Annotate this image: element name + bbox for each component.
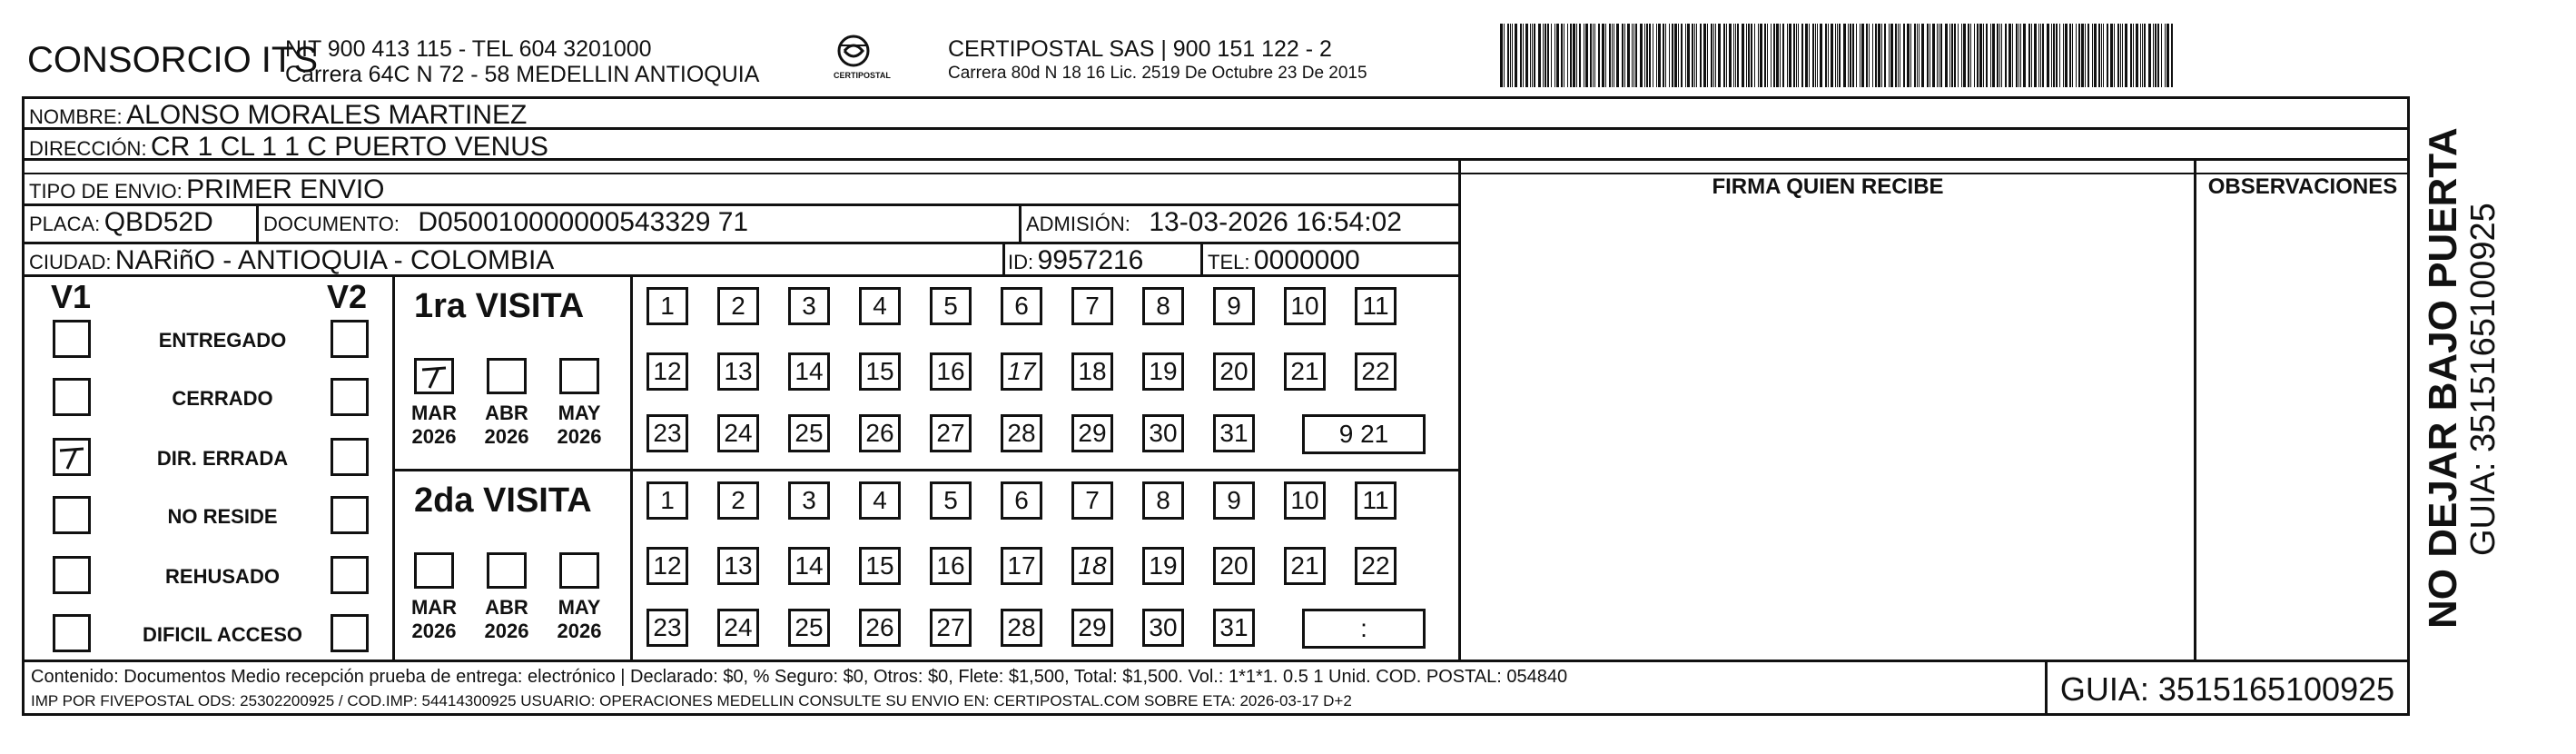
day-box[interactable]	[1071, 609, 1113, 647]
day-number: 14	[795, 551, 824, 580]
day-box[interactable]	[717, 352, 759, 391]
documento-label: DOCUMENTO:	[263, 213, 400, 235]
day-box[interactable]	[1284, 481, 1326, 520]
month-label: MAR	[410, 596, 458, 619]
v2-checkbox[interactable]	[331, 496, 369, 534]
check-mark-icon	[56, 443, 87, 471]
tipo-value: PRIMER ENVIO	[186, 174, 385, 204]
v1-label: V1	[51, 278, 92, 315]
day-number: 5	[943, 486, 958, 514]
v2-checkbox[interactable]	[331, 320, 369, 358]
imp-line: IMP POR FIVEPOSTAL ODS: 25302200925 / COD.IMP: 54414300925 USUARIO: OPERACIONES MEDELLIN CONSULTE SU ENVIO EN: CERTIPOSTAL.COM SOBRE ETA: 2026-03-17 D+2	[31, 692, 1352, 709]
day-box[interactable]	[930, 352, 972, 391]
day-number: 16	[936, 551, 965, 580]
month-label: MAY	[558, 402, 601, 424]
day-box[interactable]	[930, 414, 972, 452]
certipostal-line: CERTIPOSTAL SAS | 900 151 122 - 2	[948, 36, 1332, 62]
day-number: 9	[1227, 292, 1241, 320]
day-box[interactable]	[1071, 352, 1113, 391]
v2-checkbox[interactable]	[331, 614, 369, 652]
day-number: 29	[1078, 419, 1107, 447]
check-mark-icon	[419, 362, 449, 390]
tel-value: 0000000	[1253, 245, 1360, 275]
day-box[interactable]	[788, 287, 830, 325]
month-label: MAR	[410, 402, 458, 424]
day-box[interactable]	[1213, 609, 1255, 647]
day-number: 13	[724, 551, 753, 580]
day-number: 19	[1149, 357, 1178, 385]
month-label: ABR	[485, 596, 528, 619]
day-box[interactable]	[1001, 414, 1042, 452]
month-checkbox[interactable]	[559, 552, 599, 589]
status-label: REHUSADO	[165, 565, 280, 588]
day-number: 1	[660, 292, 675, 320]
id-value: 9957216	[1037, 245, 1144, 275]
year-label: 2026	[484, 620, 529, 642]
status-label: DIR. ERRADA	[156, 447, 289, 470]
day-box[interactable]	[1213, 414, 1255, 452]
day-number: 28	[1007, 419, 1036, 447]
month-label: MAY	[558, 596, 601, 619]
day-box[interactable]	[1001, 287, 1042, 325]
day-box[interactable]	[859, 481, 901, 520]
v1-checkbox[interactable]	[53, 438, 91, 476]
day-number: 6	[1014, 292, 1029, 320]
visit-title: 1ra VISITA	[414, 287, 585, 325]
nit-line: NIT 900 413 115 - TEL 604 3201000	[285, 36, 652, 62]
v1-checkbox[interactable]	[53, 556, 91, 594]
month-label: ABR	[485, 402, 528, 424]
hour-value: 9 21	[1338, 420, 1389, 448]
day-box[interactable]	[646, 414, 688, 452]
day-number: 12	[653, 357, 682, 385]
day-number: 20	[1219, 551, 1249, 580]
barcode	[1500, 24, 2176, 87]
ciudad-value: NARiñO - ANTIOQUIA - COLOMBIA	[114, 245, 555, 275]
month-checkbox[interactable]	[414, 358, 454, 394]
day-box[interactable]	[717, 609, 759, 647]
day-box[interactable]	[1001, 547, 1042, 585]
year-label: 2026	[411, 620, 457, 642]
day-box[interactable]	[788, 481, 830, 520]
day-box[interactable]	[788, 547, 830, 585]
direccion-label: DIRECCIÓN:	[29, 137, 147, 160]
day-box[interactable]	[1001, 609, 1042, 647]
day-number: 6	[1014, 486, 1029, 514]
firma-header: FIRMA QUIEN RECIBE	[1712, 174, 1944, 199]
day-box[interactable]	[646, 352, 688, 391]
day-number: 26	[865, 419, 894, 447]
month-checkbox[interactable]	[487, 552, 527, 589]
tel-label: TEL:	[1208, 251, 1250, 273]
hour-field[interactable]	[1302, 414, 1426, 454]
certipostal-logo	[817, 31, 890, 87]
side-warning: NO DEJAR BAJO PUERTA	[2421, 127, 2465, 629]
nombre-label: NOMBRE:	[29, 105, 123, 128]
day-number: 21	[1290, 551, 1319, 580]
day-number: 1	[660, 486, 675, 514]
month-checkbox[interactable]	[487, 358, 527, 394]
v1-checkbox[interactable]	[53, 614, 91, 652]
day-number: 4	[873, 292, 887, 320]
admision-value: 13-03-2026 16:54:02	[1149, 207, 1402, 237]
day-box[interactable]	[717, 547, 759, 585]
hour-value: :	[1360, 614, 1367, 642]
visit-title: 2da VISITA	[414, 481, 592, 520]
day-box[interactable]	[1355, 287, 1397, 325]
year-label: 2026	[411, 425, 457, 448]
day-box[interactable]	[1355, 547, 1397, 585]
day-box[interactable]	[859, 547, 901, 585]
day-number: 12	[653, 551, 682, 580]
day-box[interactable]	[1213, 547, 1255, 585]
day-box[interactable]	[1071, 481, 1113, 520]
id-label: ID:	[1008, 251, 1034, 273]
day-box[interactable]	[717, 481, 759, 520]
day-box[interactable]	[788, 609, 830, 647]
day-number: 13	[724, 357, 753, 385]
day-box[interactable]	[646, 547, 688, 585]
day-number: 17	[1007, 357, 1036, 385]
day-number: 11	[1362, 486, 1389, 514]
day-box[interactable]	[930, 481, 972, 520]
day-number: 25	[795, 419, 824, 447]
day-box[interactable]	[646, 609, 688, 647]
day-number: 2	[731, 292, 745, 320]
v2-checkbox[interactable]	[331, 556, 369, 594]
day-box[interactable]	[1284, 352, 1326, 391]
logo-text: CERTIPOSTAL	[834, 71, 891, 80]
day-box[interactable]	[1142, 414, 1184, 452]
day-number: 11	[1362, 292, 1389, 320]
day-number: 24	[724, 419, 753, 447]
day-number: 15	[865, 357, 894, 385]
day-box[interactable]	[1213, 352, 1255, 391]
day-number: 15	[865, 551, 894, 580]
day-number: 3	[802, 292, 816, 320]
day-box[interactable]	[859, 352, 901, 391]
day-number: 20	[1219, 357, 1249, 385]
day-number: 30	[1149, 613, 1178, 641]
day-number: 23	[653, 419, 682, 447]
day-number: 18	[1078, 551, 1107, 580]
day-box[interactable]	[1001, 352, 1042, 391]
day-number: 10	[1290, 486, 1319, 514]
day-box[interactable]	[1142, 481, 1184, 520]
year-label: 2026	[557, 425, 602, 448]
day-number: 22	[1361, 357, 1390, 385]
contenido-line: Contenido: Documentos Medio recepción prueba de entrega: electrónico | Declarado: $0, % Seguro: $0, Otros: $0, Flete: $1,500, Total: $1,500. Vol.: 1*1*1. 0.5 1 Unid. COD. POSTAL: 054840	[31, 667, 1568, 687]
day-number: 29	[1078, 613, 1107, 641]
day-box[interactable]	[1142, 287, 1184, 325]
day-number: 31	[1219, 419, 1249, 447]
status-label: ENTREGADO	[158, 329, 287, 352]
day-number: 27	[936, 419, 965, 447]
hour-field[interactable]	[1302, 609, 1426, 649]
day-number: 7	[1085, 486, 1100, 514]
day-box[interactable]	[1001, 481, 1042, 520]
day-box[interactable]	[859, 609, 901, 647]
day-number: 3	[802, 486, 816, 514]
footer-guia: GUIA: 3515165100925	[2059, 670, 2395, 708]
v1-checkbox[interactable]	[53, 320, 91, 358]
day-box[interactable]	[788, 414, 830, 452]
direccion-value: CR 1 CL 1 1 C PUERTO VENUS	[151, 132, 548, 162]
day-box[interactable]	[1355, 352, 1397, 391]
nombre-value: ALONSO MORALES MARTINEZ	[126, 100, 528, 130]
day-box[interactable]	[930, 609, 972, 647]
day-box[interactable]	[1284, 547, 1326, 585]
day-number: 28	[1007, 613, 1036, 641]
day-number: 2	[731, 486, 745, 514]
day-number: 10	[1290, 292, 1319, 320]
day-number: 19	[1149, 551, 1178, 580]
day-box[interactable]	[717, 414, 759, 452]
day-box[interactable]	[788, 352, 830, 391]
day-number: 17	[1007, 551, 1036, 580]
day-number: 8	[1156, 486, 1170, 514]
day-box[interactable]	[1071, 414, 1113, 452]
day-number: 9	[1227, 486, 1241, 514]
v2-label: V2	[327, 278, 368, 315]
day-box[interactable]	[859, 414, 901, 452]
company-name: CONSORCIO ITS	[27, 40, 319, 80]
day-number: 22	[1361, 551, 1390, 580]
day-box[interactable]	[1355, 481, 1397, 520]
v1-checkbox[interactable]	[53, 496, 91, 534]
day-box[interactable]	[1142, 609, 1184, 647]
status-label: DIFICIL ACCESO	[142, 623, 302, 646]
day-number: 24	[724, 613, 753, 641]
side-guia: GUIA: 3515165100925	[2464, 203, 2502, 556]
tipo-label: TIPO DE ENVIO:	[29, 180, 183, 203]
observaciones-header: OBSERVACIONES	[2207, 174, 2398, 199]
day-box[interactable]	[930, 287, 972, 325]
day-number: 30	[1149, 419, 1178, 447]
day-box[interactable]	[1071, 547, 1113, 585]
day-number: 4	[873, 486, 887, 514]
license-line: Carrera 80d N 18 16 Lic. 2519 De Octubre 23 De 2015	[948, 64, 1367, 83]
status-label: NO RESIDE	[167, 505, 278, 528]
day-box[interactable]	[1284, 287, 1326, 325]
ciudad-label: CIUDAD:	[29, 251, 112, 273]
placa-label: PLACA:	[29, 213, 101, 235]
day-number: 5	[943, 292, 958, 320]
day-box[interactable]	[1213, 287, 1255, 325]
day-box[interactable]	[1142, 352, 1184, 391]
day-number: 14	[795, 357, 824, 385]
day-box[interactable]	[646, 481, 688, 520]
v2-checkbox[interactable]	[331, 378, 369, 416]
v2-checkbox[interactable]	[331, 438, 369, 476]
month-checkbox[interactable]	[559, 358, 599, 394]
day-number: 31	[1219, 613, 1249, 641]
day-number: 7	[1085, 292, 1100, 320]
day-box[interactable]	[1213, 481, 1255, 520]
day-number: 25	[795, 613, 824, 641]
day-number: 23	[653, 613, 682, 641]
documento-value: D050010000000543329 71	[418, 207, 749, 237]
day-box[interactable]	[717, 287, 759, 325]
day-number: 21	[1290, 357, 1319, 385]
year-label: 2026	[557, 620, 602, 642]
month-checkbox[interactable]	[414, 552, 454, 589]
status-label: CERRADO	[172, 387, 273, 410]
day-box[interactable]	[646, 287, 688, 325]
admision-label: ADMISIÓN:	[1026, 213, 1130, 235]
day-number: 18	[1078, 357, 1107, 385]
day-box[interactable]	[930, 547, 972, 585]
day-number: 8	[1156, 292, 1170, 320]
day-number: 16	[936, 357, 965, 385]
day-box[interactable]	[859, 287, 901, 325]
address-line: Carrera 64C N 72 - 58 MEDELLIN ANTIOQUIA	[285, 62, 760, 87]
day-box[interactable]	[1071, 287, 1113, 325]
day-number: 27	[936, 613, 965, 641]
placa-value: QBD52D	[104, 207, 213, 237]
v1-checkbox[interactable]	[53, 378, 91, 416]
day-number: 26	[865, 613, 894, 641]
day-box[interactable]	[1142, 547, 1184, 585]
year-label: 2026	[484, 425, 529, 448]
